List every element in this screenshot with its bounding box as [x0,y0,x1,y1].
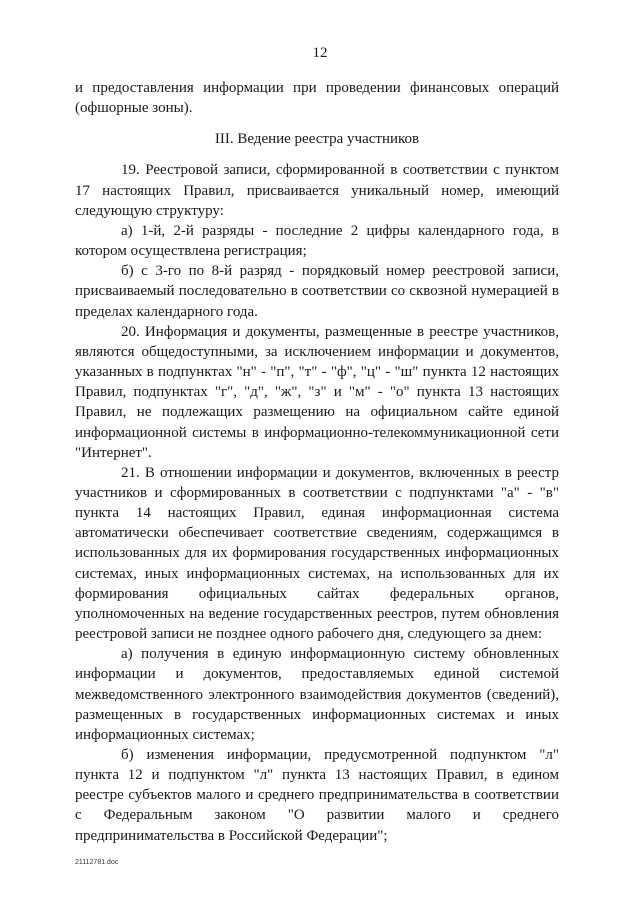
paragraph-subitem-21b: б) изменения информации, предусмотренной подпунктом "л" пункта 12 и подпунктом "л" пункта 13 настоящих Правил, в едином реестре субъектов малого и среднего предпринимательства в соответствии с Федеральным законом "О развитии малого и среднего предпринимательства в Российской Федерации"; [75,747,559,844]
paragraph-subitem-21a: а) получения в единую информационную систему обновленных информации и документов, предоставляемых единой системой межведомственного электронного взаимодействия документов (сведений), размещенных в государственных информационных системах и иных информационных системах; [75,646,559,743]
document-body [75,78,559,846]
paragraph-subitem-19b: б) с 3-го по 8-й разряд - порядковый номер реестровой записи, присваиваемый последовательно в соответствии со сквозной нумерацией в пределах календарного года. [75,263,559,320]
page-number: 12 [312,45,328,61]
paragraph-item-21: 21. В отношении информации и документов, включенных в реестр участников и сформированных в соответствии с подпунктами "а" - "в" пункта 14 настоящих Правил, единая информационная система автоматически обеспечивает соответствие сведениям, содержащимся в использованных для их формирования государственных информационных системах, иных информационных системах, на использованных для их формирования официальных сайтах федеральных органов, уполномоченных на ведение государственных реестров, путем обновления реестровой записи не позднее одного рабочего дня, следующего за днем: [75,464,559,643]
section-heading: III. Ведение реестра участников [214,131,420,148]
paragraph-item-19: 19. Реестровой записи, сформированной в соответствии с пунктом 17 настоящих Правил, присваивается уникальный номер, имеющий следующую структуру: [75,162,559,219]
paragraph-subitem-19a: а) 1-й, 2-й разряды - последние 2 цифры календарного года, в котором осуществлена регистрация; [75,222,559,260]
footer-document-code: 21112781.doc [75,859,119,866]
paragraph-item-20: 20. Информация и документы, размещенные в реестре участников, являются общедоступными, за исключением информации и документов, указанных в подпунктах "н" - "п", "т" - "ф", "ц" - "ш" пункта 12 настоящих Правил, подпунктах "г", "д", "ж", "з" и "м" - "о" пункта 13 настоящих Правил, не подлежащих размещению на официальном сайте единой информационной системы в информационно-телекоммуникационной сети "Интернет". [75,323,559,461]
paragraph-continuation: и предоставления информации при проведении финансовых операций (офшорные зоны). [75,80,559,117]
